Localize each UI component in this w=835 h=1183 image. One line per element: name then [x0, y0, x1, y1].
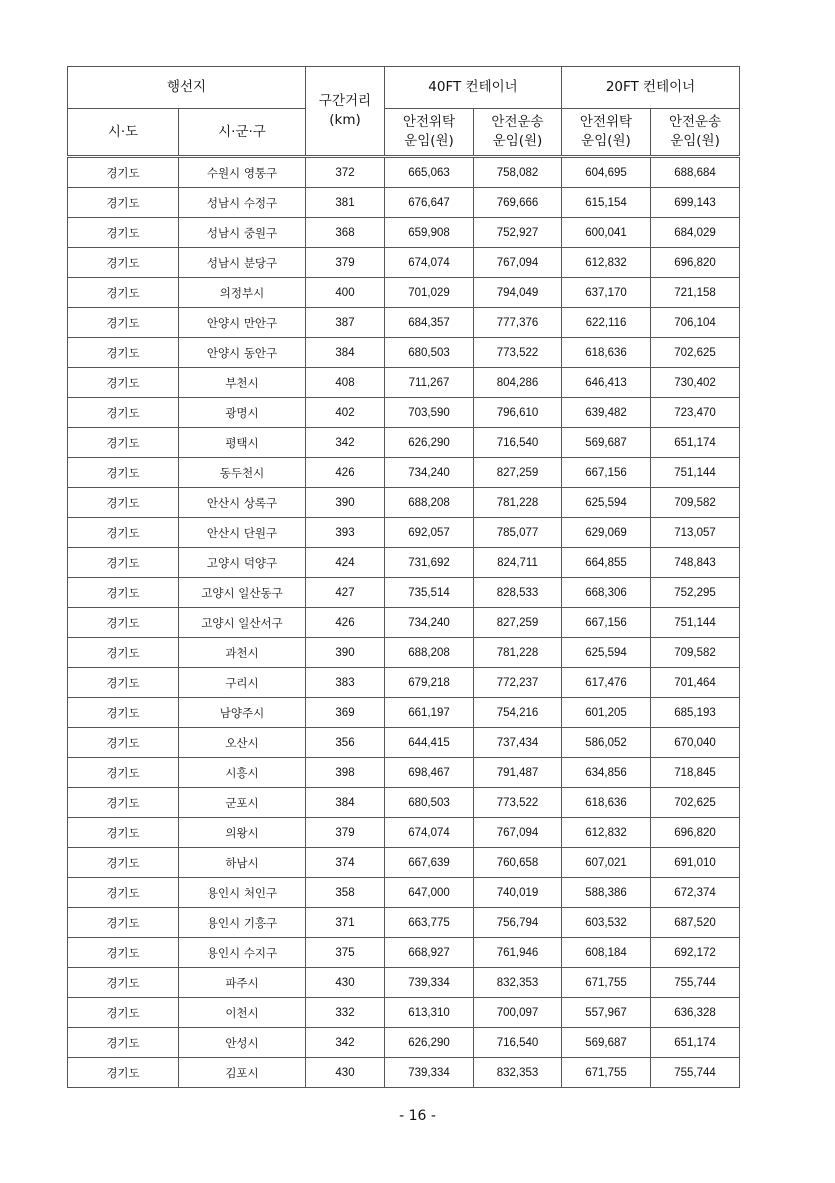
ft20-transport-cell: 670,040	[651, 728, 740, 758]
ft20-transport-cell: 672,374	[651, 878, 740, 908]
province-cell: 경기도	[68, 548, 179, 578]
city-cell: 의정부시	[179, 278, 306, 308]
ft20-transport-cell: 687,520	[651, 908, 740, 938]
distance-cell: 426	[306, 608, 385, 638]
ft20-consign-cell: 586,052	[562, 728, 651, 758]
table-row	[68, 428, 740, 458]
table-row	[68, 518, 740, 548]
ft40-consign-cell: 739,334	[385, 968, 474, 998]
ft40-consign-cell: 688,208	[385, 488, 474, 518]
table-body	[68, 157, 740, 1088]
distance-cell: 379	[306, 248, 385, 278]
ft40-consign-cell: 626,290	[385, 428, 474, 458]
city-cell: 고양시 덕양구	[179, 548, 306, 578]
ft40-consign-cell: 711,267	[385, 368, 474, 398]
ft20-transport-cell: 685,193	[651, 698, 740, 728]
ft20-transport-cell: 651,174	[651, 1028, 740, 1058]
ft20-transport-cell: 702,625	[651, 338, 740, 368]
distance-cell: 387	[306, 308, 385, 338]
distance-cell: 398	[306, 758, 385, 788]
ft40-transport-header-line1: 안전운송	[491, 114, 544, 130]
table-row	[68, 188, 740, 218]
table-row	[68, 608, 740, 638]
table-row	[68, 308, 740, 338]
ft20-consign-cell: 646,413	[562, 368, 651, 398]
table-row	[68, 938, 740, 968]
city-cell: 고양시 일산서구	[179, 608, 306, 638]
province-cell: 경기도	[68, 608, 179, 638]
distance-cell: 383	[306, 668, 385, 698]
ft40-transport-cell: 716,540	[474, 1028, 562, 1058]
table-row	[68, 157, 740, 188]
table-row	[68, 1058, 740, 1088]
ft20-transport-header-line1: 안전운송	[668, 114, 722, 130]
table-row	[68, 818, 740, 848]
city-cell: 수원시 영통구	[179, 157, 306, 188]
province-cell: 경기도	[68, 698, 179, 728]
city-cell: 용인시 기흥구	[179, 908, 306, 938]
city-cell: 안양시 만안구	[179, 308, 306, 338]
distance-cell: 427	[306, 578, 385, 608]
distance-cell: 384	[306, 338, 385, 368]
table-row	[68, 728, 740, 758]
ft40-transport-header-line2: 운임(원)	[492, 133, 543, 149]
province-cell: 경기도	[68, 728, 179, 758]
distance-cell: 390	[306, 638, 385, 668]
city-cell: 성남시 수정구	[179, 188, 306, 218]
province-cell: 경기도	[68, 368, 179, 398]
ft20-transport-cell: 721,158	[651, 278, 740, 308]
ft20-consign-cell: 667,156	[562, 608, 651, 638]
ft20-consign-cell: 603,532	[562, 908, 651, 938]
table-row	[68, 218, 740, 248]
ft20-transport-cell: 755,744	[651, 1058, 740, 1088]
ft40-transport-cell: 781,228	[474, 488, 562, 518]
table-row	[68, 548, 740, 578]
distance-cell: 424	[306, 548, 385, 578]
ft20-consign-cell: 671,755	[562, 968, 651, 998]
ft40-consign-cell: 739,334	[385, 1058, 474, 1088]
ft20-consign-cell: 622,116	[562, 308, 651, 338]
table-row	[68, 578, 740, 608]
province-cell: 경기도	[68, 758, 179, 788]
ft40-transport-cell: 760,658	[474, 848, 562, 878]
province-cell: 경기도	[68, 998, 179, 1028]
ft40-transport-cell: 804,286	[474, 368, 562, 398]
distance-cell: 402	[306, 398, 385, 428]
city-cell: 시흥시	[179, 758, 306, 788]
city-cell: 남양주시	[179, 698, 306, 728]
ft40-consign-cell: 680,503	[385, 788, 474, 818]
ft40-consign-cell: 703,590	[385, 398, 474, 428]
city-cell: 오산시	[179, 728, 306, 758]
ft40-consign-cell: 674,074	[385, 248, 474, 278]
province-cell: 경기도	[68, 638, 179, 668]
ft40-consign-cell: 679,218	[385, 668, 474, 698]
ft20-consign-cell: 639,482	[562, 398, 651, 428]
province-cell: 경기도	[68, 157, 179, 188]
ft40-consign-header	[385, 109, 474, 157]
province-cell: 경기도	[68, 338, 179, 368]
distance-cell: 408	[306, 368, 385, 398]
distance-cell: 384	[306, 788, 385, 818]
distance-cell: 342	[306, 428, 385, 458]
table-row	[68, 758, 740, 788]
ft40-transport-cell: 737,434	[474, 728, 562, 758]
distance-cell: 400	[306, 278, 385, 308]
ft20-consign-header-line2: 운임(원)	[581, 133, 631, 149]
ft20-transport-cell: 723,470	[651, 398, 740, 428]
ft40-consign-header-line1: 안전위탁	[402, 114, 456, 130]
province-cell: 경기도	[68, 518, 179, 548]
ft20-consign-cell: 569,687	[562, 428, 651, 458]
ft40-transport-cell: 756,794	[474, 908, 562, 938]
city-cell: 광명시	[179, 398, 306, 428]
ft20-consign-cell: 557,967	[562, 998, 651, 1028]
ft20-transport-cell: 709,582	[651, 638, 740, 668]
ft20-consign-cell: 600,041	[562, 218, 651, 248]
ft40-consign-cell: 626,290	[385, 1028, 474, 1058]
page-number: - 16 -	[399, 1108, 436, 1124]
ft20-transport-cell: 688,684	[651, 157, 740, 188]
province-cell: 경기도	[68, 908, 179, 938]
distance-cell: 356	[306, 728, 385, 758]
ft40-transport-cell: 773,522	[474, 338, 562, 368]
province-cell: 경기도	[68, 1028, 179, 1058]
city-header: 시·군·구	[179, 109, 306, 157]
ft40-transport-cell: 767,094	[474, 248, 562, 278]
ft20-transport-cell: 636,328	[651, 998, 740, 1028]
ft20-transport-cell: 713,057	[651, 518, 740, 548]
ft20-transport-cell: 651,174	[651, 428, 740, 458]
table-row	[68, 788, 740, 818]
ft20-consign-cell: 637,170	[562, 278, 651, 308]
table-row	[68, 458, 740, 488]
city-cell: 하남시	[179, 848, 306, 878]
ft40-transport-header	[474, 109, 562, 157]
table-row	[68, 368, 740, 398]
ft40-transport-cell: 772,237	[474, 668, 562, 698]
city-cell: 김포시	[179, 1058, 306, 1088]
distance-cell: 375	[306, 938, 385, 968]
ft20-transport-cell: 692,172	[651, 938, 740, 968]
ft20-transport-header-line2: 운임(원)	[670, 133, 720, 149]
ft40-consign-cell: 735,514	[385, 578, 474, 608]
distance-cell: 332	[306, 998, 385, 1028]
ft20-transport-cell: 706,104	[651, 308, 740, 338]
province-cell: 경기도	[68, 878, 179, 908]
table-header	[68, 67, 740, 157]
province-cell: 경기도	[68, 968, 179, 998]
ft20-consign-cell: 569,687	[562, 1028, 651, 1058]
ft20-transport-cell: 696,820	[651, 818, 740, 848]
ft20-transport-cell: 718,845	[651, 758, 740, 788]
ft20-consign-cell: 667,156	[562, 458, 651, 488]
ft20-consign-cell: 618,636	[562, 338, 651, 368]
distance-cell: 430	[306, 968, 385, 998]
distance-cell: 372	[306, 157, 385, 188]
ft40-transport-cell: 827,259	[474, 608, 562, 638]
ft40-consign-cell: 668,927	[385, 938, 474, 968]
ft20-consign-cell: 607,021	[562, 848, 651, 878]
city-cell: 구리시	[179, 668, 306, 698]
city-cell: 용인시 처인구	[179, 878, 306, 908]
distance-cell: 358	[306, 878, 385, 908]
ft40-consign-cell: 659,908	[385, 218, 474, 248]
ft20-consign-cell: 634,856	[562, 758, 651, 788]
ft20-consign-cell: 604,695	[562, 157, 651, 188]
ft40-consign-cell: 688,208	[385, 638, 474, 668]
container20-header: 20FT 컨테이너	[562, 67, 740, 109]
distance-cell: 379	[306, 818, 385, 848]
destination-header: 행선지	[68, 67, 306, 109]
distance-cell: 426	[306, 458, 385, 488]
ft40-transport-cell: 827,259	[474, 458, 562, 488]
province-cell: 경기도	[68, 188, 179, 218]
ft20-transport-cell: 751,144	[651, 458, 740, 488]
province-cell: 경기도	[68, 788, 179, 818]
city-cell: 부천시	[179, 368, 306, 398]
ft40-consign-cell: 684,357	[385, 308, 474, 338]
province-cell: 경기도	[68, 278, 179, 308]
table-row	[68, 278, 740, 308]
container40-header: 40FT 컨테이너	[385, 67, 562, 109]
ft40-transport-cell: 832,353	[474, 1058, 562, 1088]
province-cell: 경기도	[68, 398, 179, 428]
ft20-consign-cell: 625,594	[562, 488, 651, 518]
table-row	[68, 848, 740, 878]
ft40-consign-cell: 661,197	[385, 698, 474, 728]
city-cell: 안성시	[179, 1028, 306, 1058]
province-cell: 경기도	[68, 488, 179, 518]
ft20-consign-cell: 608,184	[562, 938, 651, 968]
ft40-consign-cell: 701,029	[385, 278, 474, 308]
ft40-transport-cell: 777,376	[474, 308, 562, 338]
ft40-transport-cell: 781,228	[474, 638, 562, 668]
ft20-transport-cell: 701,464	[651, 668, 740, 698]
distance-cell: 381	[306, 188, 385, 218]
distance-header-line2: (km)	[329, 112, 361, 128]
city-cell: 파주시	[179, 968, 306, 998]
province-cell: 경기도	[68, 428, 179, 458]
table-row	[68, 668, 740, 698]
province-header: 시·도	[68, 109, 179, 157]
ft40-transport-cell: 700,097	[474, 998, 562, 1028]
ft20-transport-cell: 699,143	[651, 188, 740, 218]
ft40-transport-cell: 791,487	[474, 758, 562, 788]
table-row	[68, 968, 740, 998]
ft20-transport-cell: 752,295	[651, 578, 740, 608]
distance-cell: 393	[306, 518, 385, 548]
ft40-consign-cell: 613,310	[385, 998, 474, 1028]
ft40-transport-cell: 752,927	[474, 218, 562, 248]
city-cell: 의왕시	[179, 818, 306, 848]
table-row	[68, 908, 740, 938]
ft40-consign-header-line2: 운임(원)	[404, 133, 454, 149]
ft40-transport-cell: 758,082	[474, 157, 562, 188]
ft40-transport-cell: 754,216	[474, 698, 562, 728]
city-cell: 평택시	[179, 428, 306, 458]
ft20-transport-cell: 709,582	[651, 488, 740, 518]
city-cell: 고양시 일산동구	[179, 578, 306, 608]
table-row	[68, 878, 740, 908]
ft20-consign-cell: 612,832	[562, 818, 651, 848]
ft40-consign-cell: 667,639	[385, 848, 474, 878]
province-cell: 경기도	[68, 848, 179, 878]
ft40-consign-cell: 692,057	[385, 518, 474, 548]
distance-header-line1: 구간거리	[318, 93, 372, 109]
city-cell: 성남시 분당구	[179, 248, 306, 278]
ft40-transport-cell: 740,019	[474, 878, 562, 908]
ft20-transport-cell: 755,744	[651, 968, 740, 998]
province-cell: 경기도	[68, 818, 179, 848]
city-cell: 과천시	[179, 638, 306, 668]
ft20-consign-cell: 618,636	[562, 788, 651, 818]
ft40-transport-cell: 828,533	[474, 578, 562, 608]
ft40-transport-cell: 785,077	[474, 518, 562, 548]
ft20-transport-header	[651, 109, 740, 157]
distance-cell: 374	[306, 848, 385, 878]
table-row	[68, 998, 740, 1028]
ft20-consign-cell: 671,755	[562, 1058, 651, 1088]
ft40-transport-cell: 832,353	[474, 968, 562, 998]
table-row	[68, 698, 740, 728]
distance-cell: 369	[306, 698, 385, 728]
table-row	[68, 488, 740, 518]
ft40-consign-cell: 731,692	[385, 548, 474, 578]
ft20-transport-cell: 702,625	[651, 788, 740, 818]
distance-cell: 368	[306, 218, 385, 248]
ft20-transport-cell: 691,010	[651, 848, 740, 878]
ft40-transport-cell: 794,049	[474, 278, 562, 308]
ft40-transport-cell: 769,666	[474, 188, 562, 218]
distance-cell: 430	[306, 1058, 385, 1088]
ft40-transport-cell: 716,540	[474, 428, 562, 458]
ft40-consign-cell: 676,647	[385, 188, 474, 218]
distance-cell: 371	[306, 908, 385, 938]
ft40-consign-cell: 665,063	[385, 157, 474, 188]
province-cell: 경기도	[68, 1058, 179, 1088]
ft40-consign-cell: 680,503	[385, 338, 474, 368]
province-cell: 경기도	[68, 578, 179, 608]
distance-cell: 342	[306, 1028, 385, 1058]
province-cell: 경기도	[68, 668, 179, 698]
ft20-consign-cell: 615,154	[562, 188, 651, 218]
city-cell: 군포시	[179, 788, 306, 818]
table-row	[68, 248, 740, 278]
ft20-consign-cell: 617,476	[562, 668, 651, 698]
province-cell: 경기도	[68, 218, 179, 248]
ft20-transport-cell: 730,402	[651, 368, 740, 398]
distance-header	[306, 67, 385, 157]
ft40-consign-cell: 647,000	[385, 878, 474, 908]
ft20-consign-header	[562, 109, 651, 157]
ft20-consign-cell: 664,855	[562, 548, 651, 578]
ft20-consign-cell: 612,832	[562, 248, 651, 278]
ft40-consign-cell: 644,415	[385, 728, 474, 758]
freight-rate-table	[67, 66, 740, 1088]
province-cell: 경기도	[68, 248, 179, 278]
province-cell: 경기도	[68, 458, 179, 488]
ft40-consign-cell: 674,074	[385, 818, 474, 848]
ft40-transport-cell: 761,946	[474, 938, 562, 968]
ft20-consign-cell: 625,594	[562, 638, 651, 668]
province-cell: 경기도	[68, 938, 179, 968]
city-cell: 안양시 동안구	[179, 338, 306, 368]
ft20-consign-cell: 668,306	[562, 578, 651, 608]
ft20-consign-header-line1: 안전위탁	[579, 114, 633, 130]
city-cell: 안산시 단원구	[179, 518, 306, 548]
table-row	[68, 638, 740, 668]
table-row	[68, 338, 740, 368]
city-cell: 용인시 수지구	[179, 938, 306, 968]
table-row	[68, 1028, 740, 1058]
distance-cell: 390	[306, 488, 385, 518]
ft20-consign-cell: 601,205	[562, 698, 651, 728]
ft20-transport-cell: 684,029	[651, 218, 740, 248]
province-cell: 경기도	[68, 308, 179, 338]
city-cell: 이천시	[179, 998, 306, 1028]
ft40-consign-cell: 734,240	[385, 458, 474, 488]
ft20-transport-cell: 748,843	[651, 548, 740, 578]
table-row	[68, 398, 740, 428]
ft40-transport-cell: 824,711	[474, 548, 562, 578]
ft20-consign-cell: 629,069	[562, 518, 651, 548]
ft40-consign-cell: 663,775	[385, 908, 474, 938]
ft20-transport-cell: 696,820	[651, 248, 740, 278]
ft20-consign-cell: 588,386	[562, 878, 651, 908]
city-cell: 성남시 중원구	[179, 218, 306, 248]
city-cell: 동두천시	[179, 458, 306, 488]
city-cell: 안산시 상록구	[179, 488, 306, 518]
ft40-consign-cell: 734,240	[385, 608, 474, 638]
ft40-transport-cell: 773,522	[474, 788, 562, 818]
ft20-transport-cell: 751,144	[651, 608, 740, 638]
ft40-transport-cell: 767,094	[474, 818, 562, 848]
ft40-transport-cell: 796,610	[474, 398, 562, 428]
ft40-consign-cell: 698,467	[385, 758, 474, 788]
